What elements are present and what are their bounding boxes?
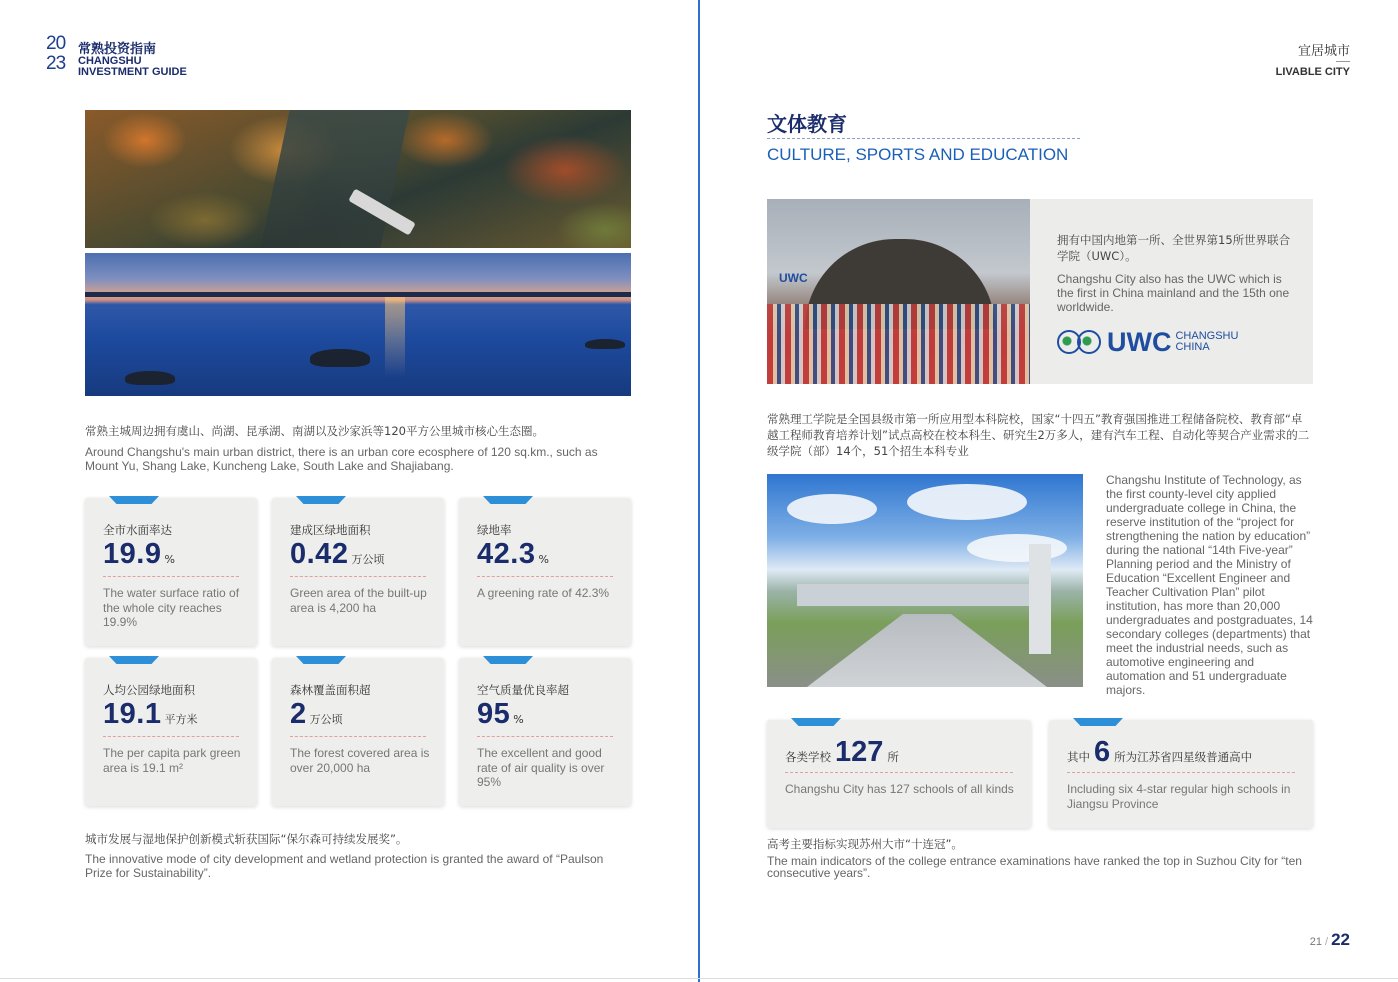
year-bottom: 23 xyxy=(46,53,66,74)
page-number xyxy=(1310,930,1350,950)
bottom-rule xyxy=(0,978,1398,979)
schools-card xyxy=(767,720,1031,828)
stat-card-air-quality xyxy=(459,658,631,806)
stat-unit: 平方米 xyxy=(164,713,198,726)
stat-unit: % xyxy=(513,713,524,726)
stat-desc: Green area of the built-up area is 4,200 ha xyxy=(290,586,427,615)
highschools-pre: 其中 xyxy=(1067,750,1090,764)
globe-icon xyxy=(1057,330,1097,354)
uwc-campus-photo xyxy=(767,199,1030,384)
lake-sunset-photo xyxy=(85,253,631,396)
stat-label: 绿地率 xyxy=(477,523,512,537)
stat-value: 95 xyxy=(477,698,511,730)
page-spine xyxy=(698,0,700,982)
gaokao-cn: 高考主要指标实现苏州大市“十连冠”。 xyxy=(767,837,963,851)
guide-title-en-line1: CHANGSHU xyxy=(78,55,142,67)
cit-campus-photo xyxy=(767,474,1083,687)
chapter-title-en: CULTURE, SPORTS AND EDUCATION xyxy=(767,145,1069,164)
year-logo xyxy=(46,34,74,74)
highschools-card xyxy=(1049,720,1313,828)
cit-text-en: Changshu Institute of Technology, as the first county-level city applied undergraduate college in China, the reserve institution of the “project for strengthening the nation by education” during the national “14th Five-year” Planning period and the Ministry of Education “Excellent Engineer and Teacher Cultivation Plan” pilot institution, has more than 20,000 undergraduates and postgraduates, 14 secondary colleges (departments) that meet the industrial needs, such as automotive engineering and automation and 51 undergraduate majors. xyxy=(1106,473,1313,697)
stat-label: 森林覆盖面积超 xyxy=(290,683,371,697)
guide-title-en xyxy=(78,56,187,78)
gaokao-en: The main indicators of the college entrance examinations have ranked the top in Suzhou City for “ten consecutive years”. xyxy=(767,854,1302,880)
stat-unit: 万公顷 xyxy=(309,713,343,726)
stat-value: 19.9 xyxy=(103,538,162,570)
stat-card-water xyxy=(85,498,257,646)
section-rule xyxy=(1336,61,1350,62)
uwc-logo xyxy=(1057,325,1238,359)
award-cn: 城市发展与湿地保护创新模式斩获国际“保尔森可持续发展奖”。 xyxy=(85,832,408,846)
page-number-sep: / xyxy=(1325,936,1329,948)
guide-title-cn: 常熟投资指南 xyxy=(78,42,157,57)
stat-desc: The forest covered area is over 20,000 ha xyxy=(290,746,430,775)
forest-aerial-photo xyxy=(85,110,631,248)
uwc-logo-word: UWC xyxy=(1107,326,1172,357)
stat-value: 0.42 xyxy=(290,538,349,570)
highschools-post: 所为江苏省四星级普通高中 xyxy=(1114,750,1253,764)
stat-value: 2 xyxy=(290,698,307,730)
uwc-logo-sub-2: CHINA xyxy=(1175,341,1210,353)
intro-en: Around Changshu's main urban district, there is an urban core ecosphere of 120 sq.km., such as Mount Yu, Shang Lake, Kuncheng Lake, South Lake and Shajiabang. xyxy=(85,445,598,473)
highschools-value: 6 xyxy=(1094,736,1111,768)
stat-desc: The per capita park green area is 19.1 m² xyxy=(103,746,241,775)
highschools-desc: Including six 4-star regular high schools in Jiangsu Province xyxy=(1067,782,1291,811)
chapter-title-rule xyxy=(767,138,1080,139)
stat-unit: 万公顷 xyxy=(351,553,385,566)
uwc-photo-logo: UWC xyxy=(779,271,808,285)
stat-desc: A greening rate of 42.3% xyxy=(477,586,610,600)
schools-value: 127 xyxy=(835,736,884,768)
stat-label: 建成区绿地面积 xyxy=(290,523,371,537)
stat-card-greening-rate xyxy=(459,498,631,646)
stat-label: 人均公园绿地面积 xyxy=(103,683,195,697)
stat-card-green-area xyxy=(272,498,444,646)
stat-card-park-green xyxy=(85,658,257,806)
stat-label: 空气质量优良率超 xyxy=(477,683,569,697)
year-top: 20 xyxy=(46,33,66,54)
section-title-cn: 宜居城市 xyxy=(1297,44,1350,59)
stat-desc: The excellent and good rate of air quality is over 95% xyxy=(477,746,605,789)
uwc-text-en: Changshu City also has the UWC which is the first in China mainland and the 15th one worldwide. xyxy=(1057,272,1290,314)
intro-cn: 常熟主城周边拥有虞山、尚湖、昆承湖、南湖以及沙家浜等120平方公里城市核心生态圈。 xyxy=(85,424,544,438)
section-title-en: LIVABLE CITY xyxy=(1275,66,1350,78)
stat-label: 全市水面率达 xyxy=(103,523,172,537)
schools-post: 所 xyxy=(887,750,899,764)
page-number-left: 21 xyxy=(1309,936,1323,948)
uwc-text-cn: 拥有中国内地第一所、全世界第15所世界联合学院（UWC）。 xyxy=(1057,233,1291,263)
stat-unit: % xyxy=(538,553,549,566)
guide-title-en-line2: INVESTMENT GUIDE xyxy=(78,66,187,78)
cit-text-cn: 常熟理工学院是全国县级市第一所应用型本科院校，国家“十四五”教育强国推进工程储备院校、教育部“卓越工程师教育培养计划”试点高校在校本科生、研究生2万多人，建有汽车工程、自动化等契合产业需求的二级学院（部）14个，51个招生本科专业 xyxy=(767,412,1310,458)
stat-desc: The water surface ratio of the whole city reaches 19.9% xyxy=(103,586,240,629)
award-en: The innovative mode of city development and wetland protection is granted the award of “Paulson Prize for Sustainability”. xyxy=(85,852,604,880)
stat-card-forest xyxy=(272,658,444,806)
chapter-title-cn: 文体教育 xyxy=(767,112,847,136)
stat-value: 42.3 xyxy=(477,538,536,570)
stat-value: 19.1 xyxy=(103,698,162,730)
page-number-right: 22 xyxy=(1331,930,1350,949)
stat-unit: % xyxy=(164,553,175,566)
schools-pre: 各类学校 xyxy=(785,750,831,764)
schools-desc: Changshu City has 127 schools of all kinds xyxy=(785,782,1014,796)
uwc-logo-sub xyxy=(1175,331,1238,353)
uwc-logo-sub-1: CHANGSHU xyxy=(1175,330,1239,342)
